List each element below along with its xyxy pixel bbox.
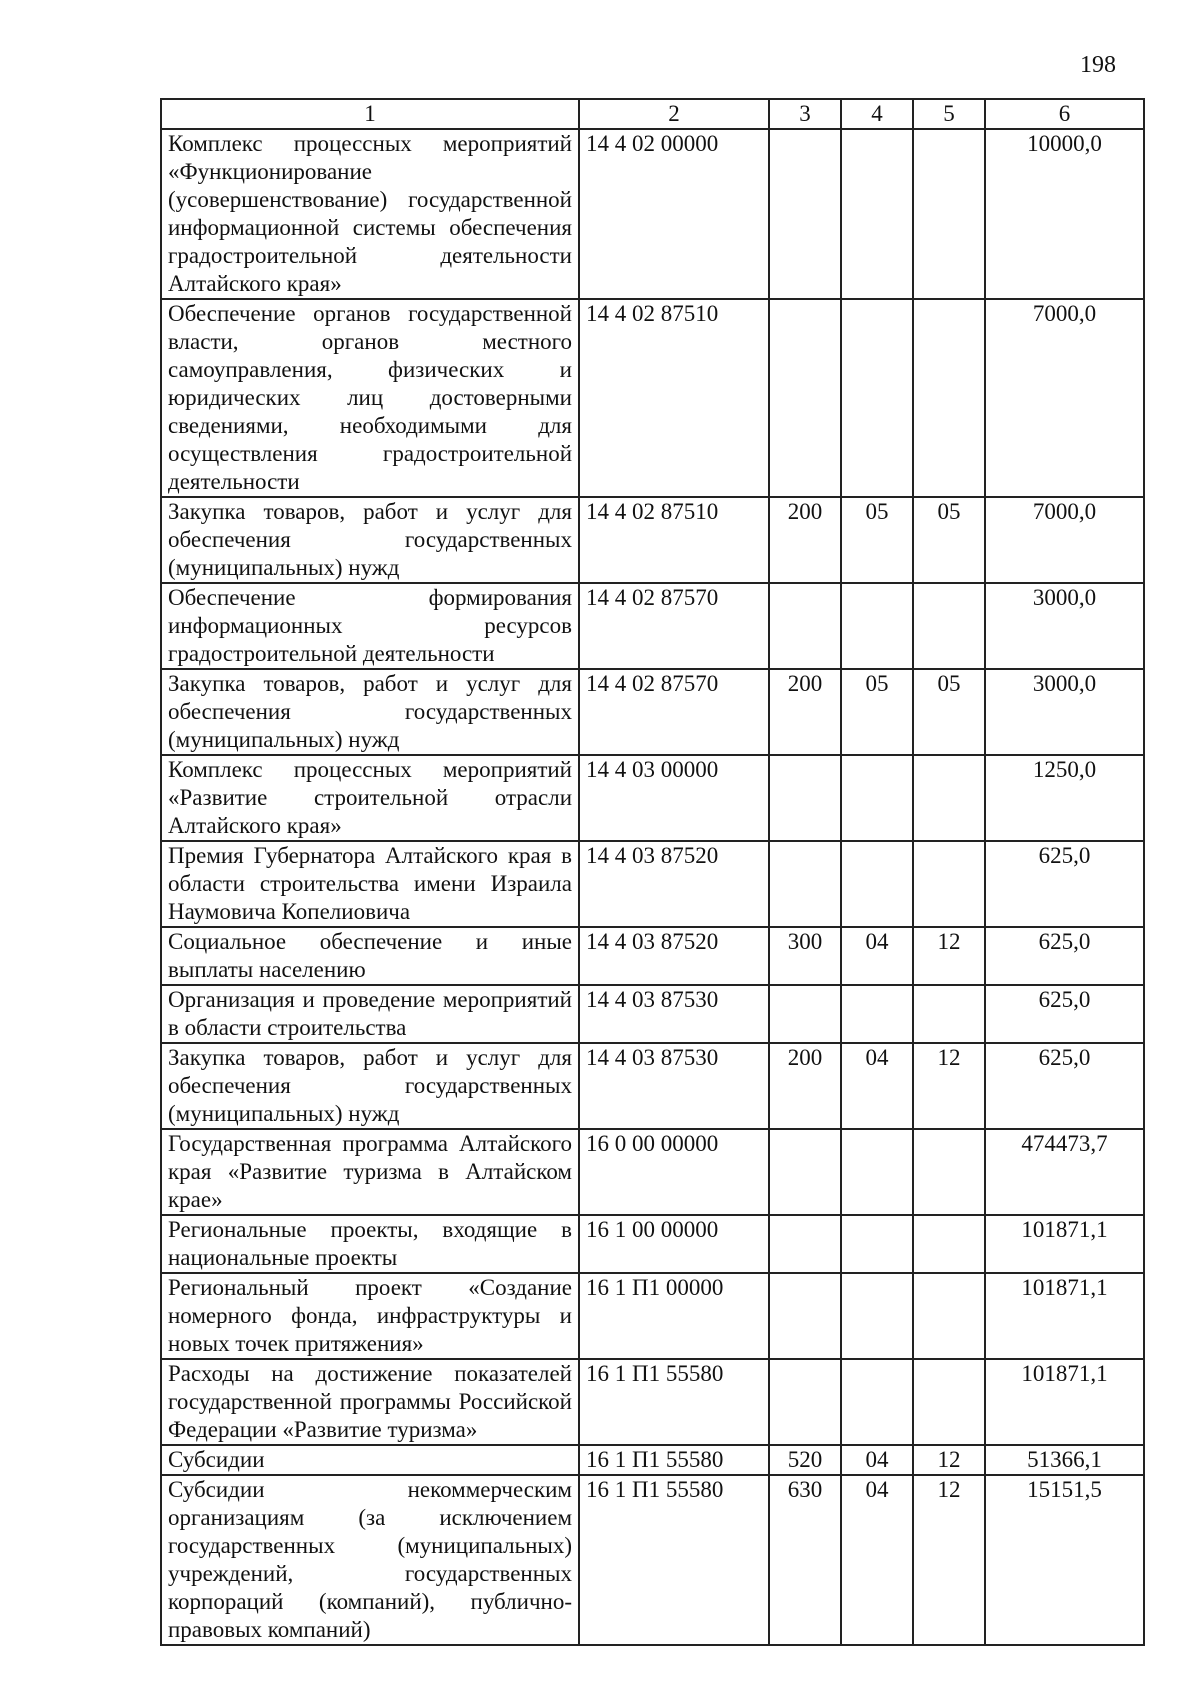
row-code-cell: 16 1 П1 55580 — [579, 1445, 769, 1475]
row-name-cell: Расходы на достижение показателей государственной программы Российской Федерации «Развитие туризма» — [161, 1359, 579, 1445]
row-code-cell: 14 4 03 00000 — [579, 755, 769, 841]
table-row — [161, 1129, 1144, 1215]
table-row — [161, 1215, 1144, 1273]
row-col5-cell: 05 — [913, 669, 985, 755]
row-name-cell: Социальное обеспечение и иные выплаты населению — [161, 927, 579, 985]
row-col5-cell: 05 — [913, 497, 985, 583]
table-row — [161, 1359, 1144, 1445]
row-name-cell: Комплекс процессных мероприятий «Развитие строительной отрасли Алтайского края» — [161, 755, 579, 841]
page-number: 198 — [1080, 52, 1116, 78]
table-row — [161, 583, 1144, 669]
row-col3-cell — [769, 583, 841, 669]
table-row — [161, 1475, 1144, 1645]
row-col4-cell: 04 — [841, 1445, 913, 1475]
row-name-cell: Комплекс процессных мероприятий «Функционирование (усовершенствование) государственной информационной системы обеспечения градостроительной деятельности Алтайского края» — [161, 129, 579, 299]
row-code-cell: 14 4 02 87570 — [579, 583, 769, 669]
row-code-cell: 16 1 П1 55580 — [579, 1359, 769, 1445]
row-name-cell: Субсидии некоммерческим организациям (за исключением государственных (муниципальных) учреждений, государственных корпораций (компаний), публично-правовых компаний) — [161, 1475, 579, 1645]
row-amount-cell: 1250,0 — [985, 755, 1144, 841]
row-col5-cell — [913, 583, 985, 669]
row-col4-cell — [841, 1359, 913, 1445]
row-name-cell: Государственная программа Алтайского края «Развитие туризма в Алтайском крае» — [161, 1129, 579, 1215]
row-col5-cell: 12 — [913, 1475, 985, 1645]
row-code-cell: 14 4 03 87530 — [579, 985, 769, 1043]
row-col5-cell: 12 — [913, 1445, 985, 1475]
row-code-cell: 14 4 02 87510 — [579, 299, 769, 497]
table-row — [161, 129, 1144, 299]
table-row — [161, 1043, 1144, 1129]
table-row — [161, 755, 1144, 841]
row-col4-cell — [841, 299, 913, 497]
row-col5-cell — [913, 1215, 985, 1273]
row-code-cell: 16 0 00 00000 — [579, 1129, 769, 1215]
row-col3-cell — [769, 755, 841, 841]
row-code-cell: 16 1 П1 00000 — [579, 1273, 769, 1359]
row-code-cell: 16 1 00 00000 — [579, 1215, 769, 1273]
row-col3-cell: 300 — [769, 927, 841, 985]
row-amount-cell: 101871,1 — [985, 1359, 1144, 1445]
row-name-cell: Организация и проведение мероприятий в области строительства — [161, 985, 579, 1043]
column-header: 4 — [841, 99, 913, 129]
row-code-cell: 14 4 02 00000 — [579, 129, 769, 299]
row-code-cell: 14 4 03 87530 — [579, 1043, 769, 1129]
row-col3-cell: 200 — [769, 1043, 841, 1129]
row-code-cell: 16 1 П1 55580 — [579, 1475, 769, 1645]
row-col5-cell — [913, 1273, 985, 1359]
row-col3-cell — [769, 985, 841, 1043]
row-col4-cell: 04 — [841, 927, 913, 985]
row-amount-cell: 625,0 — [985, 985, 1144, 1043]
row-code-cell: 14 4 02 87510 — [579, 497, 769, 583]
row-amount-cell: 3000,0 — [985, 669, 1144, 755]
row-col3-cell — [769, 1215, 841, 1273]
row-col4-cell — [841, 841, 913, 927]
row-col3-cell — [769, 1359, 841, 1445]
row-col4-cell — [841, 755, 913, 841]
row-amount-cell: 625,0 — [985, 1043, 1144, 1129]
row-col3-cell — [769, 299, 841, 497]
row-code-cell: 14 4 03 87520 — [579, 927, 769, 985]
row-amount-cell: 7000,0 — [985, 299, 1144, 497]
row-code-cell: 14 4 02 87570 — [579, 669, 769, 755]
column-header: 3 — [769, 99, 841, 129]
table-row — [161, 1445, 1144, 1475]
row-name-cell: Премия Губернатора Алтайского края в области строительства имени Израила Наумовича Копелиовича — [161, 841, 579, 927]
row-col3-cell — [769, 1129, 841, 1215]
table-row — [161, 841, 1144, 927]
row-col5-cell — [913, 841, 985, 927]
budget-table — [160, 98, 1145, 1646]
table-row — [161, 985, 1144, 1043]
row-amount-cell: 101871,1 — [985, 1273, 1144, 1359]
row-name-cell: Субсидии — [161, 1445, 579, 1475]
column-header: 6 — [985, 99, 1144, 129]
row-amount-cell: 7000,0 — [985, 497, 1144, 583]
row-col3-cell: 200 — [769, 669, 841, 755]
row-col5-cell: 12 — [913, 927, 985, 985]
table-row — [161, 927, 1144, 985]
table-row — [161, 299, 1144, 497]
row-col3-cell: 520 — [769, 1445, 841, 1475]
row-col4-cell: 04 — [841, 1475, 913, 1645]
row-col5-cell: 12 — [913, 1043, 985, 1129]
row-code-cell: 14 4 03 87520 — [579, 841, 769, 927]
table-row — [161, 669, 1144, 755]
column-header: 5 — [913, 99, 985, 129]
row-col3-cell — [769, 1273, 841, 1359]
row-amount-cell: 625,0 — [985, 927, 1144, 985]
row-col4-cell: 05 — [841, 497, 913, 583]
row-name-cell: Закупка товаров, работ и услуг для обеспечения государственных (муниципальных) нужд — [161, 669, 579, 755]
row-name-cell: Закупка товаров, работ и услуг для обеспечения государственных (муниципальных) нужд — [161, 1043, 579, 1129]
row-col5-cell — [913, 1129, 985, 1215]
row-amount-cell: 101871,1 — [985, 1215, 1144, 1273]
row-col4-cell: 04 — [841, 1043, 913, 1129]
row-amount-cell: 625,0 — [985, 841, 1144, 927]
row-amount-cell: 3000,0 — [985, 583, 1144, 669]
row-col4-cell: 05 — [841, 669, 913, 755]
row-name-cell: Обеспечение органов государственной власти, органов местного самоуправления, физических и юридических лиц достоверными сведениями, необходимыми для осуществления градостроительной деятельности — [161, 299, 579, 497]
row-col4-cell — [841, 129, 913, 299]
row-col3-cell — [769, 129, 841, 299]
row-col4-cell — [841, 985, 913, 1043]
row-amount-cell: 10000,0 — [985, 129, 1144, 299]
row-col5-cell — [913, 299, 985, 497]
column-header-row — [161, 99, 1144, 129]
row-name-cell: Обеспечение формирования информационных ресурсов градостроительной деятельности — [161, 583, 579, 669]
row-amount-cell: 51366,1 — [985, 1445, 1144, 1475]
row-col5-cell — [913, 1359, 985, 1445]
row-col4-cell — [841, 583, 913, 669]
row-col5-cell — [913, 985, 985, 1043]
column-header: 1 — [161, 99, 579, 129]
row-col5-cell — [913, 129, 985, 299]
row-name-cell: Закупка товаров, работ и услуг для обеспечения государственных (муниципальных) нужд — [161, 497, 579, 583]
row-col3-cell: 200 — [769, 497, 841, 583]
row-col3-cell — [769, 841, 841, 927]
table-row — [161, 497, 1144, 583]
row-name-cell: Региональные проекты, входящие в национальные проекты — [161, 1215, 579, 1273]
row-col4-cell — [841, 1273, 913, 1359]
table-row — [161, 1273, 1144, 1359]
row-col5-cell — [913, 755, 985, 841]
row-col3-cell: 630 — [769, 1475, 841, 1645]
row-amount-cell: 474473,7 — [985, 1129, 1144, 1215]
row-name-cell: Региональный проект «Создание номерного фонда, инфраструктуры и новых точек притяжения» — [161, 1273, 579, 1359]
row-amount-cell: 15151,5 — [985, 1475, 1144, 1645]
row-col4-cell — [841, 1215, 913, 1273]
column-header: 2 — [579, 99, 769, 129]
row-col4-cell — [841, 1129, 913, 1215]
table-body — [161, 129, 1144, 1645]
